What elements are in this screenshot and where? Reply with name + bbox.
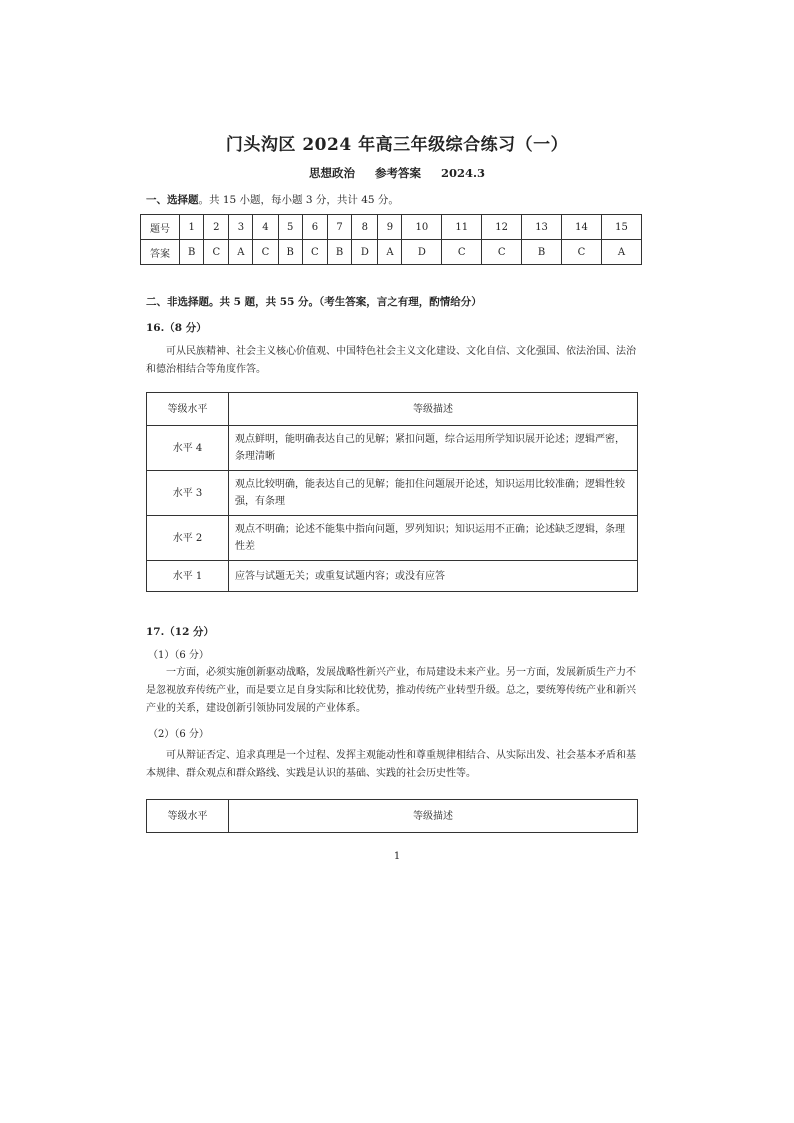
desc-cell: 应答与试题无关；或重复试题内容；或没有应答 bbox=[229, 561, 638, 592]
q17-sub2-text: 可从辩证否定、追求真理是一个过程、发挥主观能动性和尊重规律相结合、从实际出发、社会基本矛盾和基本规律、群众观点和群众路线、实践是认识的基础、实践的社会历史性等。 bbox=[146, 750, 636, 779]
answer-cell: B bbox=[522, 240, 562, 265]
question-number-row bbox=[141, 215, 642, 240]
table-row bbox=[147, 516, 638, 561]
section1-desc: 。共 15 小题，每小题 3 分，共计 45 分。 bbox=[198, 194, 399, 206]
q-num: 14 bbox=[562, 215, 602, 240]
q-num: 10 bbox=[402, 215, 442, 240]
page-number: 1 bbox=[393, 851, 401, 862]
q-num: 3 bbox=[229, 215, 253, 240]
level-cell: 水平 1 bbox=[147, 561, 229, 592]
section2-heading: 二、非选择题。共 5 题，共 55 分。（考生答案，言之有理，酌情给分） bbox=[146, 296, 482, 308]
table-row bbox=[147, 561, 638, 592]
section1-heading bbox=[146, 192, 399, 207]
desc-cell: 观点不明确；论述不能集中指向问题，罗列知识；知识运用不正确；论述缺乏逻辑，条理性差 bbox=[229, 516, 638, 561]
q-num: 12 bbox=[482, 215, 522, 240]
answer-cell: A bbox=[601, 240, 641, 265]
answer-cell: C bbox=[562, 240, 602, 265]
row-header-q: 题号 bbox=[141, 215, 180, 240]
level-cell: 水平 4 bbox=[147, 426, 229, 471]
answer-table bbox=[140, 214, 642, 265]
q17-level-table bbox=[146, 799, 638, 833]
q16-level-table bbox=[146, 392, 638, 592]
page-title: 门头沟区 2024 年高三年级综合练习（一） bbox=[225, 135, 569, 155]
section1-label: 一、选择题 bbox=[146, 194, 199, 206]
col-header-desc: 等级描述 bbox=[229, 393, 638, 426]
answer-cell: B bbox=[180, 240, 204, 265]
answer-cell: A bbox=[378, 240, 402, 265]
col-header-desc: 等级描述 bbox=[229, 800, 638, 833]
q16-text: 可从民族精神、社会主义核心价值观、中国特色社会主义文化建设、文化自信、文化强国、依法治国、法治和德治相结合等角度作答。 bbox=[146, 346, 636, 375]
table-header-row bbox=[147, 800, 638, 833]
level-cell: 水平 2 bbox=[147, 516, 229, 561]
q17-sub2-label: （2）（6 分） bbox=[148, 729, 209, 740]
desc-cell: 观点鲜明，能明确表达自己的见解；紧扣问题，综合运用所学知识展开论述；逻辑严密，条理清晰 bbox=[229, 426, 638, 471]
q-num: 13 bbox=[522, 215, 562, 240]
q-num: 1 bbox=[180, 215, 204, 240]
q17-sub1-label: （1）（6 分） bbox=[148, 650, 209, 661]
col-header-level: 等级水平 bbox=[147, 393, 229, 426]
q-num: 11 bbox=[442, 215, 482, 240]
q17-label: 17.（12 分） bbox=[146, 626, 215, 638]
answer-row bbox=[141, 240, 642, 265]
answer-cell: B bbox=[278, 240, 302, 265]
subject: 思想政治 bbox=[308, 166, 355, 180]
table-row bbox=[147, 426, 638, 471]
table-header-row bbox=[147, 393, 638, 426]
q-num: 7 bbox=[327, 215, 351, 240]
desc-cell: 观点比较明确，能表达自己的见解；能扣住问题展开论述，知识运用比较准确；逻辑性较强，有条理 bbox=[229, 471, 638, 516]
answer-cell: C bbox=[302, 240, 327, 265]
answer-cell: C bbox=[204, 240, 229, 265]
level-cell: 水平 3 bbox=[147, 471, 229, 516]
q-num: 9 bbox=[378, 215, 402, 240]
date: 2024.3 bbox=[441, 166, 486, 180]
answer-cell: D bbox=[352, 240, 378, 265]
q-num: 2 bbox=[204, 215, 229, 240]
q-num: 8 bbox=[352, 215, 378, 240]
answer-cell: B bbox=[327, 240, 351, 265]
doc-type: 参考答案 bbox=[374, 166, 421, 180]
subtitle bbox=[0, 165, 794, 181]
q-num: 6 bbox=[302, 215, 327, 240]
answer-cell: C bbox=[482, 240, 522, 265]
answer-cell: A bbox=[229, 240, 253, 265]
q16-label: 16.（8 分） bbox=[146, 322, 207, 334]
q-num: 4 bbox=[253, 215, 278, 240]
answer-cell: D bbox=[402, 240, 442, 265]
q17-sub1-text: 一方面，必须实施创新驱动战略，发展战略性新兴产业，布局建设未来产业。另一方面，发展新质生产力不是忽视放弃传统产业，而是要立足自身实际和比较优势，推动传统产业转型升级。总之，要统筹传统产业和新兴产业的关系，建设创新引领协同发展的产业体系。 bbox=[146, 667, 636, 714]
q-num: 15 bbox=[601, 215, 641, 240]
answer-cell: C bbox=[253, 240, 278, 265]
row-header-a: 答案 bbox=[141, 240, 180, 265]
q-num: 5 bbox=[278, 215, 302, 240]
col-header-level: 等级水平 bbox=[147, 800, 229, 833]
answer-cell: C bbox=[442, 240, 482, 265]
table-row bbox=[147, 471, 638, 516]
